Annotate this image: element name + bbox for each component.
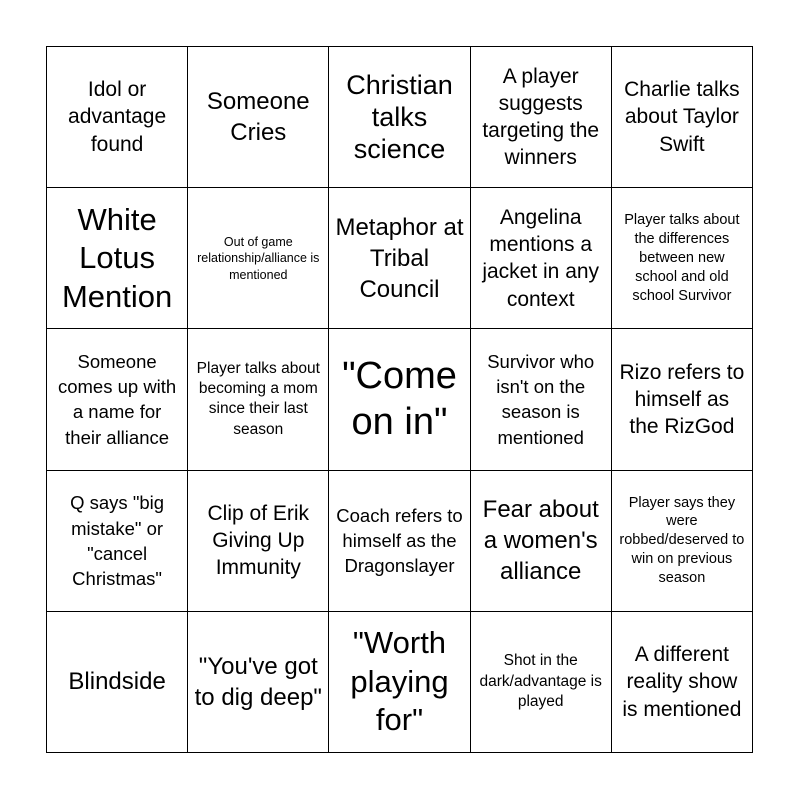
bingo-cell-16[interactable] xyxy=(47,471,188,612)
bingo-cell-13[interactable] xyxy=(329,329,470,470)
bingo-cell-24[interactable] xyxy=(471,612,612,753)
bingo-cell-label: Fear about a women's alliance xyxy=(482,495,599,586)
bingo-cell-8[interactable] xyxy=(329,188,470,329)
bingo-cell-10[interactable] xyxy=(612,188,753,329)
bingo-cell-2[interactable] xyxy=(188,47,329,188)
bingo-cell-label: "Come on in" xyxy=(342,355,457,444)
bingo-cell-label: Player talks about becoming a mom since their last season xyxy=(196,359,320,438)
bingo-cell-label: Survivor who isn't on the season is mentioned xyxy=(487,351,595,448)
bingo-cell-label: Charlie talks about Taylor Swift xyxy=(624,78,740,156)
bingo-cell-6[interactable] xyxy=(47,188,188,329)
bingo-cell-label: Out of game relationship/alliance is mentioned xyxy=(197,234,320,282)
bingo-cell-15[interactable] xyxy=(612,329,753,470)
bingo-cell-23[interactable] xyxy=(329,612,470,753)
bingo-cell-label: Q says "big mistake" or "cancel Christmas" xyxy=(70,492,165,589)
bingo-cell-label: Clip of Erik Giving Up Immunity xyxy=(207,501,310,580)
bingo-cell-label: Player talks about the differences between new school and old school Survivor xyxy=(624,212,740,304)
bingo-cell-label: A player suggests targeting the winners xyxy=(482,64,600,170)
bingo-cell-1[interactable] xyxy=(47,47,188,188)
bingo-cell-19[interactable] xyxy=(471,471,612,612)
bingo-cell-7[interactable] xyxy=(188,188,329,329)
bingo-cell-20[interactable] xyxy=(612,471,753,612)
bingo-cell-label: Shot in the dark/advantage is played xyxy=(479,652,602,711)
bingo-cell-11[interactable] xyxy=(47,329,188,470)
bingo-cell-label: Angelina mentions a jacket in any context xyxy=(482,205,600,311)
bingo-cell-label: Someone Cries xyxy=(206,87,310,147)
bingo-cell-label: Metaphor at Tribal Council xyxy=(335,213,464,303)
bingo-cell-label: Coach refers to himself as the Dragonslayer xyxy=(336,504,463,577)
bingo-cell-25[interactable] xyxy=(612,612,753,753)
bingo-cell-label: Idol or advantage found xyxy=(68,78,167,156)
bingo-cell-9[interactable] xyxy=(471,188,612,329)
bingo-cell-label: Blindside xyxy=(68,668,166,696)
bingo-cell-17[interactable] xyxy=(188,471,329,612)
bingo-cell-12[interactable] xyxy=(188,329,329,470)
bingo-cell-label: Christian talks science xyxy=(346,69,453,165)
bingo-cell-3[interactable] xyxy=(329,47,470,188)
bingo-cell-label: A different reality show is mentioned xyxy=(622,642,742,721)
bingo-cell-4[interactable] xyxy=(471,47,612,188)
bingo-cell-label: "Worth playing for" xyxy=(350,625,449,738)
bingo-cell-14[interactable] xyxy=(471,329,612,470)
bingo-cell-5[interactable] xyxy=(612,47,753,188)
bingo-cell-21[interactable] xyxy=(47,612,188,753)
bingo-cell-label: White Lotus Mention xyxy=(61,201,173,314)
bingo-board xyxy=(46,46,753,753)
bingo-cell-label: "You've got to dig deep" xyxy=(194,652,322,711)
bingo-cell-22[interactable] xyxy=(188,612,329,753)
bingo-cell-label: Player says they were robbed/deserved to win on previous season xyxy=(619,494,745,586)
bingo-cell-label: Someone comes up with a name for their alliance xyxy=(57,351,177,448)
bingo-cell-label: Rizo refers to himself as the RizGod xyxy=(619,360,745,439)
bingo-cell-18[interactable] xyxy=(329,471,470,612)
